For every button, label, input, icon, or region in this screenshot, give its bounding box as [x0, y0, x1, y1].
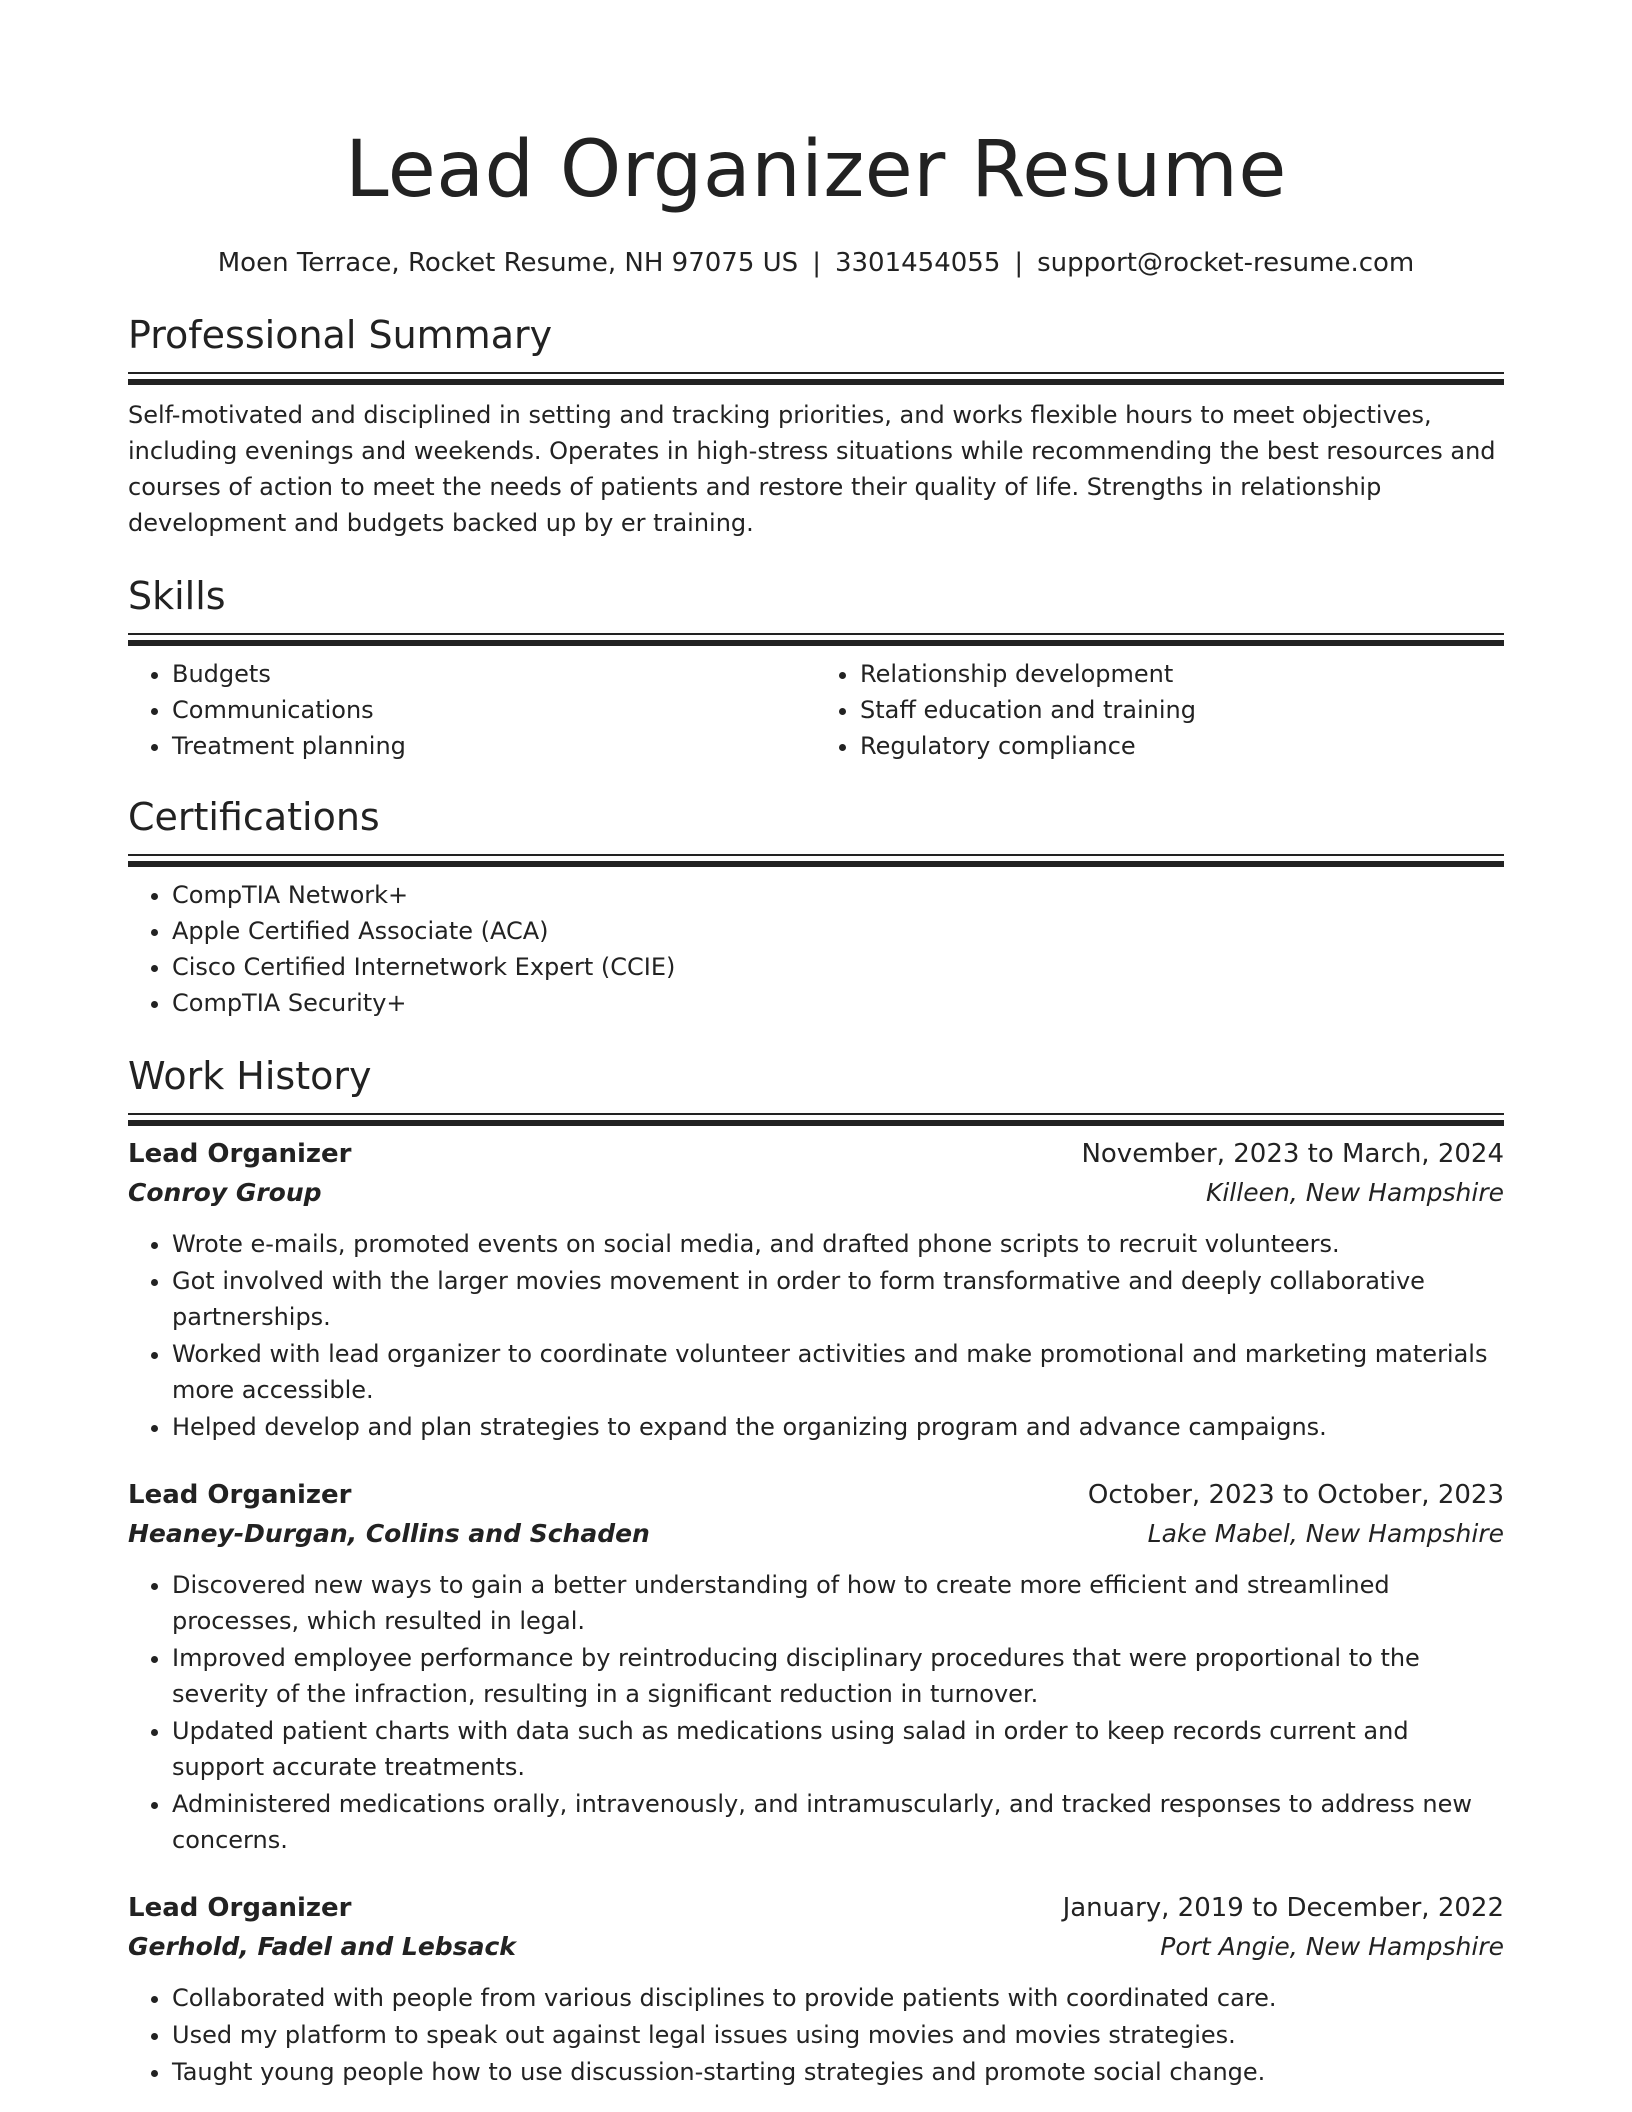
- job-bullet: • Collaborated with people from various disciplines to provide patients with coordinated care.: [172, 1980, 1504, 2016]
- section-divider: [128, 633, 1504, 640]
- resume-title: Lead Organizer Resume: [345, 125, 1287, 215]
- skill-item: • Relationship development: [860, 656, 1504, 692]
- job-title: Lead Organizer: [128, 1139, 352, 1169]
- contact-address: Moen Terrace, Rocket Resume, NH 97075 US: [217, 248, 799, 278]
- certification-item: • CompTIA Network+: [172, 877, 1504, 913]
- job-bullet: • Updated patient charts with data such as medications using salad in order to keep records current and support accurate treatments.: [172, 1713, 1504, 1785]
- job-entry: [128, 1888, 1504, 2090]
- job-company-row: [128, 1928, 1504, 1966]
- job-bullet: • Administered medications orally, intravenously, and intramuscularly, and tracked responses to address new concerns.: [172, 1786, 1504, 1858]
- job-company: Heaney-Durgan, Collins and Schaden: [128, 1519, 650, 1548]
- job-header-row: [128, 1888, 1504, 1928]
- job-entry: [128, 1475, 1504, 1858]
- skill-item: • Regulatory compliance: [860, 728, 1504, 764]
- section-divider: [128, 1113, 1504, 1120]
- contact-separator: |: [812, 248, 821, 278]
- job-dates: January, 2019 to December, 2022: [1062, 1893, 1504, 1923]
- section-heading-certifications: Certifications: [128, 795, 380, 839]
- section-heading-summary: Professional Summary: [128, 313, 553, 357]
- job-bullet: • Got involved with the larger movies movement in order to form transformative and deeply collaborative partnerships.: [172, 1263, 1504, 1335]
- contact-separator: |: [1014, 248, 1024, 278]
- contact-email: support@rocket-resume.com: [1037, 248, 1415, 278]
- skill-item: • Communications: [172, 692, 816, 728]
- job-dates: October, 2023 to October, 2023: [1087, 1480, 1504, 1510]
- job-bullets: [128, 1980, 1504, 2090]
- job-bullet: • Worked with lead organizer to coordinate volunteer activities and make promotional and marketing materials more accessible.: [172, 1336, 1504, 1408]
- job-header-row: [128, 1134, 1504, 1174]
- skills-list-left: [128, 656, 816, 764]
- summary-section: [128, 310, 1504, 541]
- job-title: Lead Organizer: [128, 1893, 352, 1923]
- skill-item: • Budgets: [172, 656, 816, 692]
- job-bullet: • Used my platform to speak out against legal issues using movies and movies strategies.: [172, 2017, 1504, 2053]
- section-divider: [128, 854, 1504, 861]
- job-bullets: [128, 1226, 1504, 1445]
- job-header-row: [128, 1475, 1504, 1515]
- summary-text: Self-motivated and disciplined in setting and tracking priorities, and works flexible hours to meet objectives, including evenings and weekends. Operates in high-stress situations while recommending the best resources and courses of action to meet the needs of patients and restore their quality of life. Strengths in relationship development and budgets backed up by er training.: [128, 401, 1496, 537]
- certification-item: • Cisco Certified Internetwork Expert (CCIE): [172, 949, 1504, 985]
- section-heading-work-history: Work History: [128, 1054, 372, 1098]
- job-entry: [128, 1134, 1504, 1445]
- job-company-row: [128, 1515, 1504, 1553]
- job-location: Killeen, New Hampshire: [1205, 1178, 1504, 1207]
- certifications-section: [128, 792, 1504, 1021]
- section-heading-skills: Skills: [128, 574, 226, 618]
- section-divider: [128, 372, 1504, 379]
- certification-item: • Apple Certified Associate (ACA): [172, 913, 1504, 949]
- skills-section: [128, 571, 1504, 764]
- job-dates: November, 2023 to March, 2024: [1081, 1139, 1504, 1169]
- job-location: Lake Mabel, New Hampshire: [1147, 1519, 1504, 1548]
- job-title: Lead Organizer: [128, 1480, 352, 1510]
- job-company-row: [128, 1174, 1504, 1212]
- job-bullet: • Taught young people how to use discussion-starting strategies and promote social change.: [172, 2054, 1504, 2090]
- skills-columns: [128, 656, 1504, 764]
- work-history-section: [128, 1051, 1504, 2090]
- contact-line: [128, 246, 1504, 280]
- job-bullet: • Wrote e-mails, promoted events on social media, and drafted phone scripts to recruit volunteers.: [172, 1226, 1504, 1262]
- job-bullet: • Discovered new ways to gain a better understanding of how to create more efficient and streamlined processes, which resulted in legal.: [172, 1567, 1504, 1639]
- job-company: Gerhold, Fadel and Lebsack: [128, 1932, 516, 1961]
- certification-item: • CompTIA Security+: [172, 985, 1504, 1021]
- skill-item: • Treatment planning: [172, 728, 816, 764]
- skills-list-right: [816, 656, 1504, 764]
- skill-item: • Staff education and training: [860, 692, 1504, 728]
- certifications-list: [128, 877, 1504, 1021]
- job-company: Conroy Group: [128, 1178, 322, 1207]
- job-location: Port Angie, New Hampshire: [1160, 1932, 1504, 1961]
- job-bullets: [128, 1567, 1504, 1858]
- contact-phone: 3301454055: [834, 248, 1001, 278]
- job-bullet: • Improved employee performance by reintroducing disciplinary procedures that were proportional to the severity of the infraction, resulting in a significant reduction in turnover.: [172, 1640, 1504, 1712]
- job-bullet: • Helped develop and plan strategies to expand the organizing program and advance campaigns.: [172, 1409, 1504, 1445]
